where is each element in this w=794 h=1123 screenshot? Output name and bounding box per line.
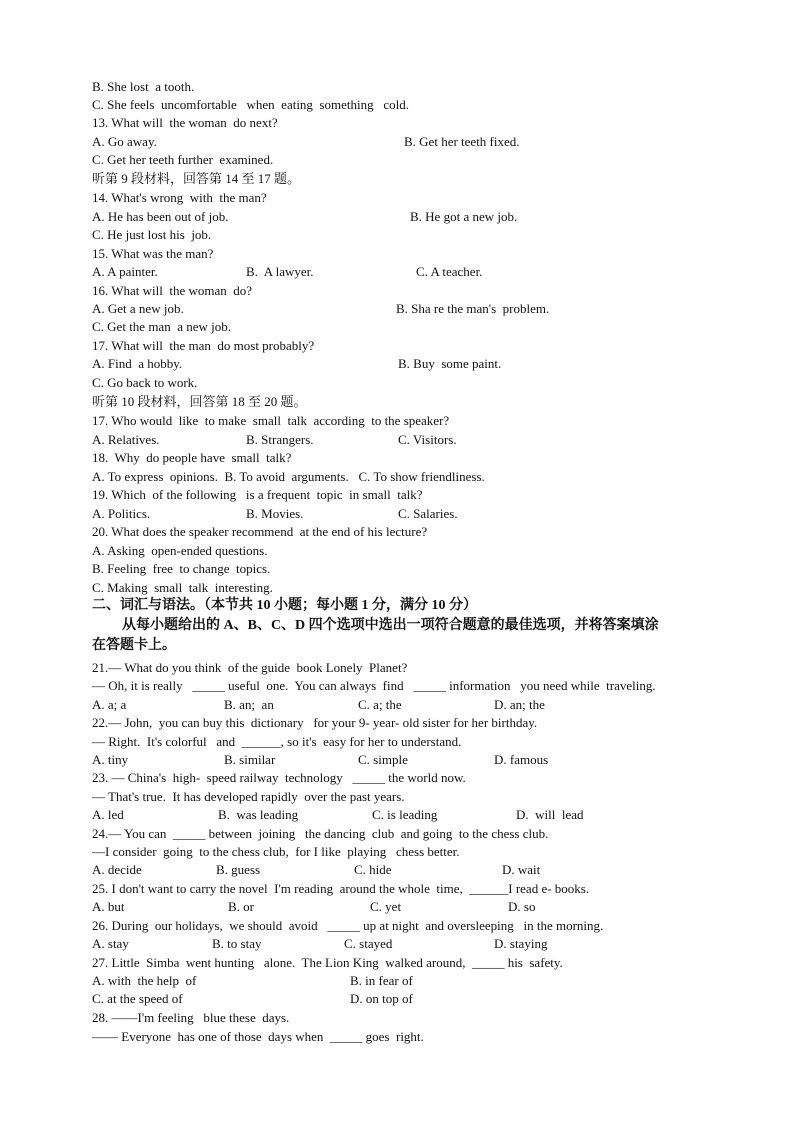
question-28: 28. ——I'm feeling blue these days. xyxy=(92,1010,290,1025)
option-b: B. Sha re the man's problem. xyxy=(396,301,550,316)
option-b: B. guess xyxy=(216,862,261,877)
option-b: B. similar xyxy=(224,752,276,767)
option-b: B. A lawyer. xyxy=(246,264,314,279)
option-a: A. tiny xyxy=(92,752,129,767)
question-17: 17. What will the man do most probably? xyxy=(92,338,315,353)
option-b: B. Movies. xyxy=(246,506,304,521)
option-a: A. Politics. xyxy=(92,506,151,521)
question-16: 16. What will the woman do? xyxy=(92,283,253,298)
question-19: 19. Which of the following is a frequent topic in small talk? xyxy=(92,487,423,502)
question-25: 25. I don't want to carry the novel I'm reading around the whole time, ______I read e- books. xyxy=(92,881,590,896)
option-b: B. Get her teeth fixed. xyxy=(404,134,520,149)
question-22: 22.— John, you can buy this dictionary for your 9- year- old sister for her birthday. xyxy=(92,715,538,730)
dialogue-line: —I consider going to the chess club, for I like playing chess better. xyxy=(92,844,460,859)
option-a: A. led xyxy=(92,807,124,822)
option-b: B. an; an xyxy=(224,697,274,712)
option-c: C. yet xyxy=(370,899,402,914)
question-17b: 17. Who would like to make small talk according to the speaker? xyxy=(92,413,450,428)
option-b: B. in fear of xyxy=(350,973,413,988)
question-27: 27. Little Simba went hunting alone. The Lion King walked around, _____ his safety. xyxy=(92,955,563,970)
dialogue-line: —— Everyone has one of those days when _____ goes right. xyxy=(92,1029,424,1044)
option-c: C. stayed xyxy=(344,936,393,951)
option-b: B. to stay xyxy=(212,936,262,951)
option-a: A. Go away. xyxy=(92,134,157,149)
section-instruction: 从每小题给出的 A、B、C、D 四个选项中选出一项符合题意的最佳选项，并将答案填涂 xyxy=(122,618,659,633)
option-c: C. Salaries. xyxy=(398,506,458,521)
question-14: 14. What's wrong with the man? xyxy=(92,190,267,205)
option-a: A. A painter. xyxy=(92,264,158,279)
option-d: D. an; the xyxy=(494,697,545,712)
option-a: A. Relatives. xyxy=(92,432,160,447)
section-instruction: 听第 9 段材料，回答第 14 至 17 题。 xyxy=(92,171,301,186)
option-b: B. Feeling free to change topics. xyxy=(92,561,271,576)
option-c: C. a; the xyxy=(358,697,402,712)
option-c: C. simple xyxy=(358,752,408,767)
option-a: A. Asking open-ended questions. xyxy=(92,543,268,558)
option-d: D. on top of xyxy=(350,991,413,1006)
option-b: B. or xyxy=(228,899,254,914)
question-21: 21.— What do you think of the guide book Lonely Planet? xyxy=(92,660,408,675)
option-d: D. famous xyxy=(494,752,549,767)
options-line: A. To express opinions. B. To avoid arguments. C. To show friendliness. xyxy=(92,469,485,484)
text-line: C. She feels uncomfortable when eating something cold. xyxy=(92,97,409,112)
question-26: 26. During our holidays, we should avoid _____ up at night and oversleeping in the morning. xyxy=(92,918,604,933)
option-a: A. a; a xyxy=(92,697,127,712)
dialogue-line: — Right. It's colorful and ______, so it's easy for her to understand. xyxy=(92,734,462,749)
question-13: 13. What will the woman do next? xyxy=(92,115,278,130)
option-c: C. at the speed of xyxy=(92,991,183,1006)
option-c: C. A teacher. xyxy=(416,264,483,279)
option-a: A. with the help of xyxy=(92,973,197,988)
question-15: 15. What was the man? xyxy=(92,246,214,261)
dialogue-line: — That's true. It has developed rapidly over the past years. xyxy=(92,789,405,804)
option-a: A. decide xyxy=(92,862,142,877)
section-instruction: 在答题卡上。 xyxy=(92,638,176,653)
question-20: 20. What does the speaker recommend at the end of his lecture? xyxy=(92,524,428,539)
option-c: C. hide xyxy=(354,862,392,877)
option-c: C. Get her teeth further examined. xyxy=(92,152,274,167)
option-b: B. Buy some paint. xyxy=(398,356,502,371)
question-23: 23. — China's high- speed railway technology _____ the world now. xyxy=(92,770,466,785)
option-c: C. Making small talk interesting. xyxy=(92,580,273,595)
option-c: C. Go back to work. xyxy=(92,375,198,390)
section-instruction: 听第 10 段材料，回答第 18 至 20 题。 xyxy=(92,394,307,409)
option-b: B. Strangers. xyxy=(246,432,314,447)
option-a: A. He has been out of job. xyxy=(92,209,229,224)
section-heading: 二、词汇与语法。（本节共 10 小题；每小题 1 分，满分 10 分） xyxy=(92,598,477,613)
option-a: A. Find a hobby. xyxy=(92,356,183,371)
option-c: C. Visitors. xyxy=(398,432,457,447)
question-24: 24.— You can _____ between joining the dancing club and going to the chess club. xyxy=(92,826,549,841)
option-c: C. Get the man a new job. xyxy=(92,319,231,334)
option-c: C. is leading xyxy=(372,807,438,822)
option-d: D. so xyxy=(508,899,536,914)
question-18: 18. Why do people have small talk? xyxy=(92,450,292,465)
option-d: D. will lead xyxy=(516,807,584,822)
option-c: C. He just lost his job. xyxy=(92,227,212,242)
option-d: D. wait xyxy=(502,862,541,877)
option-a: A. stay xyxy=(92,936,129,951)
text-line: B. She lost a tooth. xyxy=(92,79,195,94)
option-d: D. staying xyxy=(494,936,548,951)
option-b: B. was leading xyxy=(218,807,299,822)
option-a: A. Get a new job. xyxy=(92,301,184,316)
dialogue-line: — Oh, it is really _____ useful one. You can always find _____ information you need while traveling. xyxy=(92,678,656,693)
option-a: A. but xyxy=(92,899,125,914)
option-b: B. He got a new job. xyxy=(410,209,518,224)
